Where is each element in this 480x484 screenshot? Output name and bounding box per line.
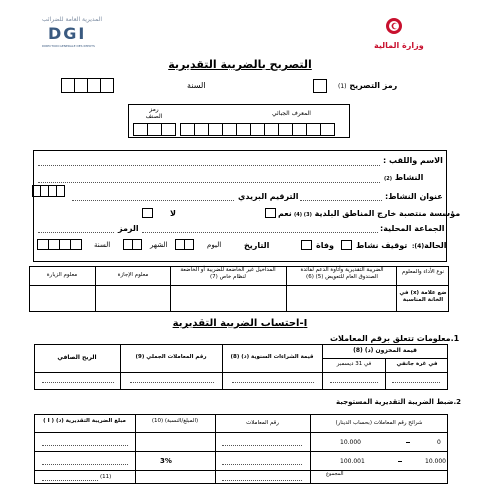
purchases-field[interactable] [232,382,314,383]
category-header-license-fee: معلوم الإجازة [117,272,149,278]
bracket-1-from: 0 [437,439,441,446]
year-status-label: السنة [94,241,111,249]
total-turnover-field[interactable] [222,480,302,481]
address-field-2[interactable] [72,200,234,201]
tax-calc-col-1 [310,414,311,484]
category-row-instruction: ضع علامة (x) في الخانة المناسبة [399,290,447,303]
municipality-code-field[interactable] [38,232,114,233]
turnover-col-2 [222,344,223,390]
category-checkbox-visit-fee[interactable] [31,287,93,310]
yes-label: نعم [278,209,292,218]
net-profit-field[interactable] [42,382,114,383]
postal-code-grid[interactable] [33,185,65,197]
municipality-label: الجماعة المحلية: [380,224,445,233]
municipality-field[interactable] [142,232,378,233]
turnover-col-3 [120,344,121,390]
address-field[interactable] [300,200,382,201]
tunisia-emblem-icon [384,16,404,38]
stock-dec-field[interactable] [330,382,378,383]
stock-header: قيمة المخزون (د) (8) [353,347,417,354]
bracket-1-dash [406,442,410,443]
tax-calc-header-line [34,432,448,433]
year-status-grid[interactable] [38,239,82,250]
activity-field[interactable] [38,182,380,183]
bracket-2-turnover-field[interactable] [222,464,302,465]
turnover-amount-header: رقم المعاملات [246,420,279,426]
yes-checkbox[interactable] [265,208,276,218]
day-grid[interactable] [176,239,194,250]
tax-id-grid[interactable] [134,123,335,136]
day-label: اليوم [207,241,222,249]
turnover-header: رقم المعاملات الجملي (9) [135,354,207,360]
rate-header: (المبلغ/النسبة) (10) [151,418,199,424]
page-title: التصريح بالضريبة التقديرية [168,58,312,71]
category-col-divider-3 [170,266,171,312]
code-label: الرمز [118,224,139,233]
total-note: (11) [100,474,112,480]
category-col-divider-4 [95,266,96,312]
bracket-1-amount-field[interactable] [42,445,128,446]
tax-calc-col-3 [135,414,136,484]
year-label: السنة [187,81,206,90]
name-label: الاسم واللقب : [383,156,443,165]
turnover-stock-mid [385,358,386,390]
bracket-2-to: 100.001 [340,458,365,465]
no-label: لا [170,209,176,218]
dgi-logo-sub: DIRECTION GENERALE DES IMPOTS [42,44,95,48]
stop-checkbox[interactable] [341,240,352,250]
turnover-field[interactable] [130,382,214,383]
dgi-logo-arabic: المديرية العامة للضرائب [42,16,102,23]
brackets-header: شرائح رقم المعاملات (بحساب الدينار) [335,420,423,426]
category-header-visit-fee: معلوم الزيارة [46,272,78,278]
category-col-divider-2 [286,266,287,312]
month-grid[interactable] [124,239,142,250]
date-label: التاريخ [244,241,270,250]
bracket-2-rate: 3% [160,457,172,465]
declaration-code-box[interactable] [313,79,327,93]
section-1-subtitle: 1.معلومات تتعلق برقم المعاملات [330,334,460,343]
death-label: وفاة [316,241,334,250]
total-amount-field[interactable] [42,480,98,481]
bracket-1-turnover-field[interactable] [222,445,302,446]
stop-label: توقيف نشاط [356,241,408,250]
tax-calc-row-line-1 [34,451,448,452]
estimated-tax-header: مبلغ الضريبة التقديرية (د) ( I ) [43,418,126,424]
section-1-title: I-احتساب الضريبة التقديرية [172,318,308,329]
tax-calc-col-2 [215,414,216,484]
dgi-logo-text: DGI [48,24,87,43]
category-header-tax-type: نوع الأداء والمعلوم [401,269,445,275]
category-table-rowline [29,285,449,286]
dgi-logo [42,16,102,56]
total-label: المجموع [326,471,344,477]
death-checkbox[interactable] [301,240,312,250]
section-2-subtitle: 2.ضبط الضريبة التقديرية المستوجبة [336,398,462,406]
ministry-logo-arabic: وزارة المالية [374,41,424,50]
bracket-2-from: 10.000 [425,458,446,465]
year-grid[interactable] [62,78,114,93]
address-label: عنوان النشاط: [385,192,443,201]
net-profit-header: الربح الصافي [57,354,97,361]
tax-id-label: المعرف الجبائي [272,110,311,117]
ministry-logo [364,16,424,56]
class-code-label: رمز الصنف [145,106,163,120]
tax-calc-row-line-2 [34,470,448,471]
category-header-estimated-tax: الضريبة التقديرية وأتاوة الدعم لفائدة الصندوق العام للتعويض (5) (6) [300,267,384,280]
outside-label: مؤسسة منتصبة خارج المناطق البلدية (3) (4) [294,209,461,218]
postal-label: الترقيم البريدي [238,192,299,201]
no-checkbox[interactable] [142,208,153,218]
status-label: الحالة(4): [412,241,447,250]
name-field[interactable] [38,165,380,166]
bracket-1-to: 10.000 [340,439,361,446]
turnover-col-1 [322,344,323,390]
stock-header-jan: في غرة جانفي [396,361,438,367]
month-label: الشهر [150,241,168,249]
category-checkbox-license-fee[interactable] [98,287,168,310]
purchases-header: قيمة الشراءات السنوية (د) (8) [230,354,314,360]
bracket-2-dash [398,461,402,462]
category-checkbox-untaxed-income[interactable] [173,287,283,310]
declaration-code-label: رمز التصريح (1) [338,81,398,90]
stock-header-dec: في 31 ديسمبر [336,361,372,367]
stock-jan-field[interactable] [392,382,440,383]
category-col-divider-1 [396,266,397,312]
activity-label: النشاط (2) [384,173,424,182]
category-checkbox-estimated-tax[interactable] [290,287,394,310]
category-header-untaxed-income: المداخيل غير الخاضعة للضريبة أو الخاضعة لنظام خاص (7) [180,267,276,280]
bracket-2-amount-field[interactable] [42,464,128,465]
